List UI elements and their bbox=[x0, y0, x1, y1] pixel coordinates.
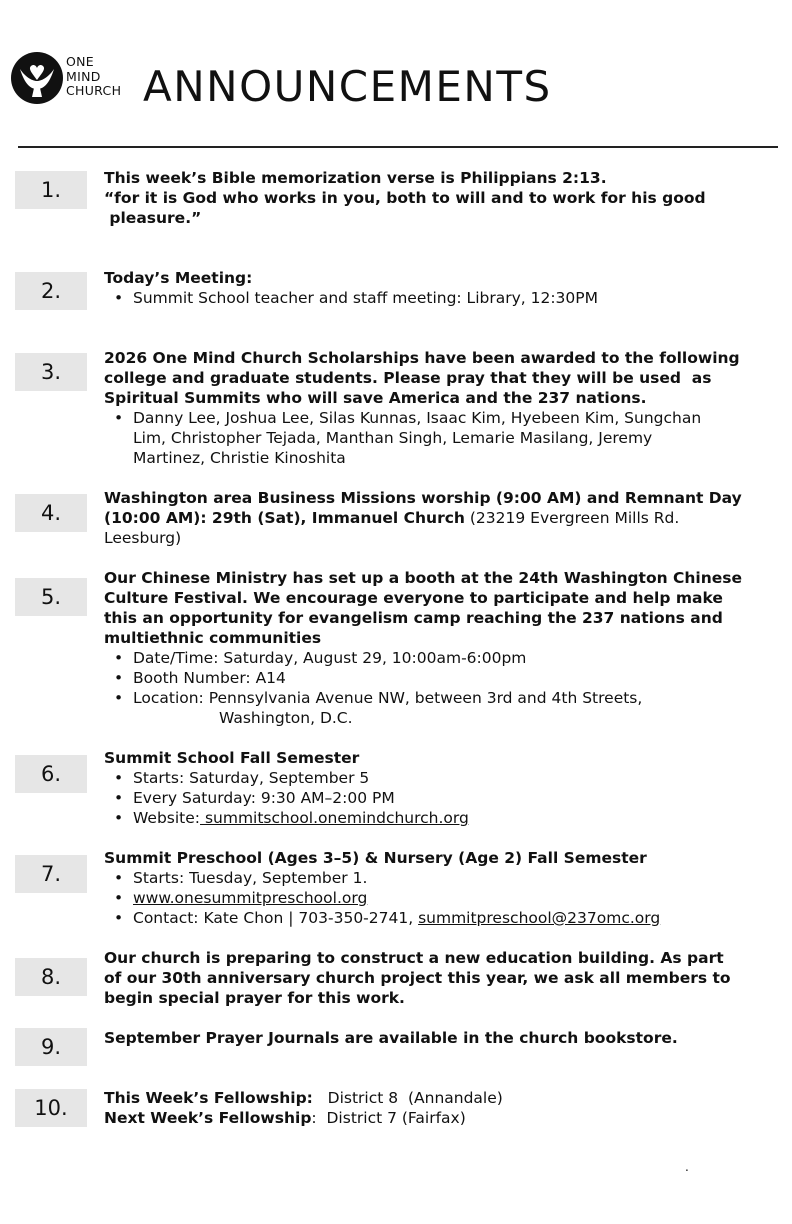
this-week-fellowship-label: This Week’s Fellowship: bbox=[104, 1089, 313, 1107]
preschool-email-link[interactable]: summitpreschool@237omc.org bbox=[418, 909, 661, 927]
item-number-5: 5. bbox=[15, 578, 87, 616]
announcement-2 bbox=[104, 268, 776, 308]
list-item bbox=[104, 908, 776, 928]
list-item bbox=[104, 808, 776, 828]
item-number-10: 10. bbox=[15, 1089, 87, 1127]
website-label: Website: bbox=[133, 809, 201, 827]
announcement-3 bbox=[104, 348, 776, 468]
announcement-4 bbox=[104, 488, 776, 548]
footer-mark: . bbox=[685, 1160, 689, 1174]
scholar-names-line: • Danny Lee, Joshua Lee, Silas Kunnas, Isaac Kim, Hyebeen Kim, Sungchan bbox=[133, 409, 702, 427]
contact-label: Contact: Kate Chon | 703-350-2741, bbox=[133, 909, 419, 927]
announcement-line: Culture Festival. We encourage everyone to participate and help make bbox=[104, 589, 723, 607]
church-logo-icon bbox=[11, 52, 63, 104]
announcement-line: college and graduate students. Please pray that they will be used as bbox=[104, 369, 712, 387]
announcement-line: 2026 One Mind Church Scholarships have been awarded to the following bbox=[104, 349, 740, 367]
announcement-1 bbox=[104, 168, 776, 228]
event-address: (23219 Evergreen Mills Rd. bbox=[464, 509, 680, 527]
logo-wordmark: ONE MIND CHURCH bbox=[66, 54, 122, 98]
this-week-fellowship-value: District 8 (Annandale) bbox=[312, 1089, 503, 1107]
announcement-8 bbox=[104, 948, 776, 1008]
scholar-names-line: Lim, Christopher Tejada, Manthan Singh, Lemarie Masilang, Jeremy bbox=[133, 429, 653, 447]
announcement-line: Spiritual Summits who will save America and the 237 nations. bbox=[104, 389, 647, 407]
item-number-1: 1. bbox=[15, 171, 87, 209]
item-number-6: 6. bbox=[15, 755, 87, 793]
item-number-8: 8. bbox=[15, 958, 87, 996]
announcement-line: this an opportunity for evangelism camp reaching the 237 nations and bbox=[104, 609, 723, 627]
preschool-website-link[interactable]: www.onesummitpreschool.org bbox=[133, 889, 368, 907]
announcement-10 bbox=[104, 1088, 776, 1128]
announcement-line: multiethnic communities bbox=[104, 629, 322, 647]
announcement-heading: Summit Preschool (Ages 3–5) & Nursery (Age 2) Fall Semester bbox=[104, 849, 647, 867]
scholar-names-line: Martinez, Christie Kinoshita bbox=[133, 449, 346, 467]
announcement-5 bbox=[104, 568, 776, 728]
announcement-line: Our Chinese Ministry has set up a booth at the 24th Washington Chinese bbox=[104, 569, 743, 587]
announcement-line: Our church is preparing to construct a new education building. As part bbox=[104, 949, 724, 967]
summit-school-link[interactable]: summitschool.onemindchurch.org bbox=[200, 809, 469, 827]
event-date-location: (10:00 AM): 29th (Sat), Immanuel Church bbox=[104, 509, 465, 527]
announcement-line: begin special prayer for this work. bbox=[104, 989, 405, 1007]
list-item: • Summit School teacher and staff meeting: Library, 12:30PM bbox=[104, 288, 776, 308]
announcement-line: of our 30th anniversary church project this year, we ask all members to bbox=[104, 969, 731, 987]
announcement-line: September Prayer Journals are available in the church bookstore. bbox=[104, 1029, 678, 1047]
announcement-line: “for it is God who works in you, both to will and to work for his good bbox=[104, 189, 706, 207]
location-text-cont: Washington, D.C. bbox=[219, 709, 353, 727]
announcement-9 bbox=[104, 1028, 776, 1048]
page-title: ANNOUNCEMENTS bbox=[143, 62, 552, 111]
list-item bbox=[104, 408, 776, 468]
announcement-line: Washington area Business Missions worship (9:00 AM) and Remnant Day bbox=[104, 489, 742, 507]
item-number-4: 4. bbox=[15, 494, 87, 532]
list-item: • Date/Time: Saturday, August 29, 10:00am-6:00pm bbox=[104, 648, 776, 668]
header-divider bbox=[18, 146, 778, 148]
list-item bbox=[104, 888, 776, 908]
next-week-fellowship-label: Next Week’s Fellowship bbox=[104, 1109, 312, 1127]
event-address-cont: Leesburg) bbox=[104, 529, 182, 547]
item-number-2: 2. bbox=[15, 272, 87, 310]
list-item: • Starts: Saturday, September 5 bbox=[104, 768, 776, 788]
location-text: Location: Pennsylvania Avenue NW, between 3rd and 4th Streets, bbox=[133, 689, 643, 707]
item-number-3: 3. bbox=[15, 353, 87, 391]
header bbox=[0, 0, 792, 150]
announcement-line: This week’s Bible memorization verse is Philippians 2:13. bbox=[104, 169, 607, 187]
announcement-heading: Summit School Fall Semester bbox=[104, 749, 360, 767]
list-item bbox=[104, 688, 776, 728]
announcement-6 bbox=[104, 748, 776, 828]
list-item: • Starts: Tuesday, September 1. bbox=[104, 868, 776, 888]
item-number-9: 9. bbox=[15, 1028, 87, 1066]
next-week-fellowship-value: : District 7 (Fairfax) bbox=[311, 1109, 466, 1127]
announcement-7 bbox=[104, 848, 776, 928]
announcement-heading: Today’s Meeting: bbox=[104, 269, 253, 287]
announcement-line: pleasure.” bbox=[104, 209, 202, 227]
list-item: • Booth Number: A14 bbox=[104, 668, 776, 688]
list-item: • Every Saturday: 9:30 AM–2:00 PM bbox=[104, 788, 776, 808]
item-number-7: 7. bbox=[15, 855, 87, 893]
